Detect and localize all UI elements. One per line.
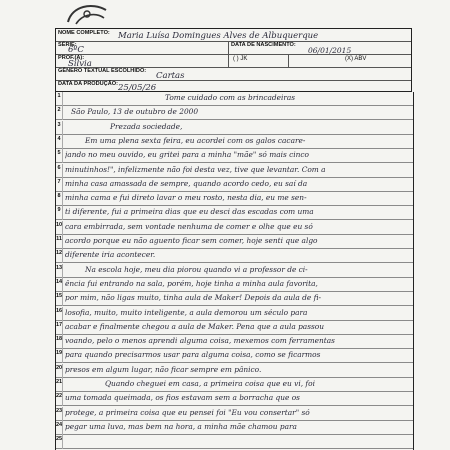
essay-line	[56, 121, 413, 135]
line-number: 7	[56, 178, 63, 192]
line-text: São Paulo, 13 de outubro de 2000	[71, 107, 199, 117]
line-number: 5	[56, 149, 63, 163]
line-number: 16	[56, 307, 63, 321]
line-number: 2	[56, 106, 63, 120]
genre-row	[56, 67, 411, 81]
line-text: acabar e finalmente chegou a aula de Maker. Pena que a aula passou	[65, 321, 325, 331]
essay-line	[56, 178, 413, 192]
production-value: 25/05/26	[118, 83, 157, 93]
line-number: 9	[56, 206, 63, 220]
essay-line	[56, 249, 413, 263]
school-logo	[62, 0, 112, 28]
line-text: ti diferente, fui a primeira dias que eu desci das escadas com uma	[65, 207, 314, 217]
essay-line	[56, 221, 413, 235]
essay-line	[56, 292, 413, 306]
line-text: Prezada sociedade,	[110, 121, 183, 131]
line-text: Quando cheguei em casa, a primeira coisa que eu vi, foi	[105, 379, 315, 388]
line-number: 1	[56, 92, 63, 106]
school-emblem-icon	[62, 0, 112, 28]
line-number: 24	[56, 421, 63, 435]
essay-line	[56, 392, 413, 406]
line-number: 18	[56, 335, 63, 349]
option-abv: (X) ABV	[345, 56, 367, 62]
line-number: 23	[56, 407, 63, 421]
genre-label: GÊNERO TEXTUAL ESCOLHIDO:	[58, 68, 147, 74]
line-text: uma tomada queimada, os fios estavam sem a borracha que os	[65, 393, 300, 403]
line-number: 22	[56, 392, 63, 406]
essay-line	[56, 278, 413, 292]
line-text: cara embirrada, sem vontade nenhuma de comer e olhe que eu só	[65, 221, 313, 231]
line-text: jando no meu ouvido, eu gritei para a minha "mãe" só mais cinco	[65, 150, 309, 160]
essay-line	[56, 378, 413, 392]
prof-row	[56, 54, 411, 68]
line-text: voando, pelo o menos aprendi alguma coisa, mexemos com ferramentas	[65, 336, 335, 346]
student-header	[55, 28, 412, 92]
name-value: Maria Luísa Domingues Alves de Albuquerque	[118, 31, 319, 41]
essay-line	[56, 407, 413, 421]
line-number: 20	[56, 364, 63, 378]
essay-line	[56, 106, 413, 120]
essay-line	[56, 335, 413, 349]
essay-line	[56, 92, 413, 106]
line-text: presos em algum lugar, não ficar sempre em pânico.	[65, 364, 262, 374]
line-text: por mim, não ligas muito, tinha aula de Maker! Depois da aula de fi-	[65, 293, 322, 303]
line-text: pegar uma luva, mas bem na hora, a minha mãe chamou para	[65, 421, 297, 431]
line-text: losofia, muito, muito inteligente, a aula demorou um século para	[65, 307, 308, 317]
name-label: NOME COMPLETO:	[58, 30, 110, 36]
prof-value: Silvia	[68, 59, 92, 69]
line-number: 15	[56, 292, 63, 306]
production-label: DATA DA PRODUÇÃO:	[58, 81, 118, 87]
line-text: minha cama e fui direto lavar o meu rosto, nesta dia, eu me sen-	[65, 193, 307, 203]
line-number: 21	[56, 378, 63, 392]
line-number: 17	[56, 321, 63, 335]
prof-label: PROF.(A):	[58, 55, 85, 61]
essay-line	[56, 435, 413, 449]
essay-line	[56, 235, 413, 249]
line-text: Tome cuidado com as brincadeiras	[165, 93, 296, 102]
genre-value: Cartas	[156, 71, 185, 81]
line-number: 13	[56, 264, 63, 278]
line-number: 3	[56, 121, 63, 135]
essay-line	[56, 264, 413, 278]
line-number: 4	[56, 135, 63, 149]
line-text: protege, a primeira coisa que eu pensei foi "Eu vou consertar" só	[65, 407, 310, 417]
line-text: Em uma plena sexta feira, eu acordei com os galos cacare-	[85, 135, 306, 145]
serie-value: 6ºC	[68, 45, 84, 55]
essay-line	[56, 135, 413, 149]
essay-line	[56, 164, 413, 178]
line-number: 25	[56, 435, 63, 449]
essay-line	[56, 321, 413, 335]
line-text: minutinhos!", infelizmente não foi desta vez, tive que levantar. Com a	[65, 164, 326, 174]
line-number: 10	[56, 221, 63, 235]
line-number: 6	[56, 164, 63, 178]
line-number: 12	[56, 249, 63, 263]
line-text: ência fui entrando na sala, porém, hoje tinha a minha aula favorita,	[65, 278, 318, 288]
serie-label: SÉRIE:	[58, 42, 77, 48]
ruled-lines	[55, 92, 414, 450]
birth-label: DATA DE NASCIMENTO:	[231, 42, 296, 48]
essay-line	[56, 421, 413, 435]
line-number: 11	[56, 235, 63, 249]
option-jk: ( ) JK	[233, 56, 248, 62]
line-number: 14	[56, 278, 63, 292]
line-text: acordo porque eu não aguento ficar sem comer, hoje senti que algo	[65, 236, 318, 245]
line-text: Na escola hoje, meu dia piorou quando vi a professor de ci-	[85, 264, 308, 274]
line-number: 8	[56, 192, 63, 206]
line-text: para quando precisarmos usar para alguma coisa, como se ficarmos	[65, 350, 321, 360]
essay-line	[56, 206, 413, 220]
serie-row	[56, 41, 411, 55]
essay-line	[56, 349, 413, 363]
essay-line	[56, 149, 413, 163]
essay-line	[56, 364, 413, 378]
line-text: minha casa amassada de sempre, quando acordo cedo, eu saí da	[65, 178, 308, 188]
line-text: diferente iria acontecer.	[65, 250, 156, 260]
birth-value: 06/01/2015	[308, 46, 352, 55]
essay-line	[56, 307, 413, 321]
essay-line	[56, 192, 413, 206]
line-number: 19	[56, 349, 63, 363]
